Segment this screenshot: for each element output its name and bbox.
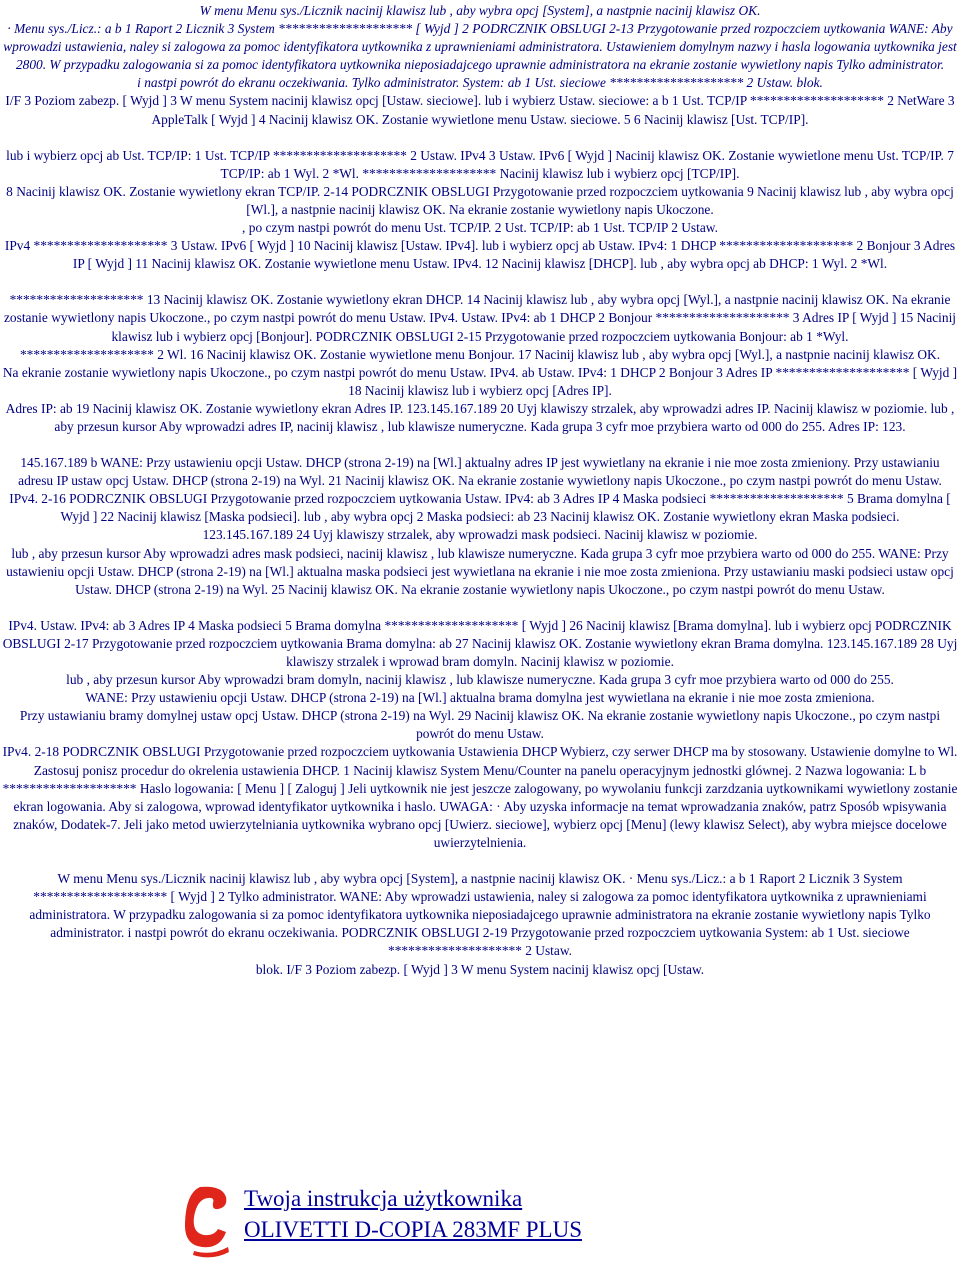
paragraph-5: lub i wybierz opcj ab Ust. TCP/IP: 1 Ust. TCP/IP ******************** 2 Ustaw. IPv4 3 Ustaw. IPv6 [ Wyjd ] Nacinij klawisz OK. Zostanie wywietlone menu Ust. TCP/IP. 7 TCP/IP: ab 1 Wyl. 2 *Wl. ******************** Nacinij klawisz lub i wybierz opcj [TCP/IP].: [6, 147, 954, 181]
paragraph-4: I/F 3 Poziom zabezp. [ Wyjd ] 3 W menu System nacinij klawisz opcj [Ustaw. sieciowe]. lub i wybierz Ustaw. sieciowe: a b 1 Ust. TCP/IP ******************** 2 NetWare 3 AppleTalk [ Wyjd ] 4 Nacinij klawisz OK. Zostanie wywietlone menu Ustaw. sieciowe. 5 6 Nacinij klawisz [Ust. TCP/IP].: [5, 93, 955, 127]
paragraph-8: IPv4 ******************** 3 Ustaw. IPv6 [ Wyjd ] 10 Nacinij klawisz [Ustaw. IPv4]. lub i wybierz opcj ab Ustaw. IPv4: 1 DHCP ******************** 2 Bonjour 3 Adres IP [ Wyjd ] 11 Nacinij klawisz OK. Zostanie wywietlone menu Ustaw. IPv4. 12 Nacinij klawisz [DHCP]. lub , aby wybra opcj ab DHCP: 1 Wyl. 2 *Wl.: [4, 238, 956, 272]
paragraph-18: lub , aby przesun kursor Aby wprowadzi bram domyln, nacinij klawisz , lub klawisze numeryczne. Kada grupa 3 cyfr moe przybiera warto od 000 do 255.: [66, 672, 894, 688]
paragraph-7: , po czym nastpi powrót do menu Ust. TCP/IP. 2 Ust. TCP/IP: ab 1 Ust. TCP/IP 2 Ustaw.: [242, 220, 718, 236]
paragraph-17: IPv4. Ustaw. IPv4: ab 3 Adres IP 4 Maska podsieci 5 Brama domylna ******************** [ Wyjd ] 26 Nacinij klawisz [Brama domylna]. lub i wybierz opcj PODRCZNIK OBSLUGI 2-17 Przygotowanie przed rozpoczciem uytkowania Brama domylna: ab 27 Nacinij klawisz OK. Zostanie wywietlony ekran Brama domylna. 123.145.167.189 28 Uyj klawiszy strzalek i wprowad bram domyln. Nacinij klawisz w poziomie.: [2, 617, 958, 669]
paragraph-11: Na ekranie zostanie wywietlony napis Ukoczone., po czym nastpi powrót do menu Ustaw. IPv4. ab Ustaw. IPv4: 1 DHCP 2 Bonjour 3 Adres IP ******************** [ Wyjd ] 18 Nacinij klawisz lub i wybierz opcj [Adres IP].: [2, 364, 958, 398]
user-manual-link[interactable]: Twoja instrukcja użytkownika: [244, 1186, 523, 1211]
paragraph-13: 145.167.189 b WANE: Przy ustawieniu opcji Ustaw. DHCP (strona 2-19) na [Wl.] aktualny adres IP jest wywietlany na ekranie i nie moe zosta zmieniony. Przy ustawianiu adresu IP ustaw opcj Ustaw. DHCP (strona 2-19) na Wyl. 21 Nacinij klawisz OK. Na ekranie zostanie wywietlony napis Ukoczone., po czym nastpi powrót do menu Ustaw.: [18, 455, 942, 489]
footer: [182, 1183, 582, 1258]
paragraph-1: W menu Menu sys./Licznik nacinij klawisz lub , aby wybra opcj [System], a nastpnie nacinij klawisz OK.: [199, 3, 761, 18]
paragraph-10: ******************** 2 Wl. 16 Nacinij klawisz OK. Zostanie wywietlone menu Bonjour. 17 Nacinij klawisz lub , aby wybra opcj [Wyl.], a nastpnie nacinij klawisz OK.: [19, 346, 941, 362]
paragraph-15: 123.145.167.189 24 Uyj klawiszy strzalek, aby wprowadzi mask podsieci. Nacinij klawisz w poziomie.: [202, 527, 758, 543]
paragraph-23: blok. I/F 3 Poziom zabezp. [ Wyjd ] 3 W menu System nacinij klawisz opcj [Ustaw.: [255, 961, 705, 977]
paragraph-16: lub , aby przesun kursor Aby wprowadzi adres mask podsieci, nacinij klawisz , lub klawisze numeryczne. Kada grupa 3 cyfr moe przybiera warto od 000 do 255. WANE: Przy ustawieniu opcji Ustaw. DHCP (strona 2-19) na [Wl.] aktualna maska podsieci jest wywietlana na ekranie i nie moe zosta zmieniona. Przy ustawianiu maski podsieci ustaw opcj Ustaw. DHCP (strona 2-19) na Wyl. 25 Nacinij klawisz OK. Na ekranie zostanie wywietlony napis Ukoczone., po czym nastpi powrót do menu Ustaw.: [6, 545, 954, 597]
paragraph-20: Przy ustawianiu bramy domylnej ustaw opcj Ustaw. DHCP (strona 2-19) na Wyl. 29 Nacinij klawisz OK. Na ekranie zostanie wywietlony napis Ukoczone., po czym nastpi powrót do menu Ustaw.: [19, 708, 941, 742]
paragraph-22: W menu Menu sys./Licznik nacinij klawisz lub , aby wybra opcj [System], a nastpnie nacinij klawisz OK. · Menu sys./Licz.: a b 1 Raport 2 Licznik 3 System ******************** [ Wyjd ] 2 Tylko administrator. WANE: Aby wprowadzi ustawienia, naley si zalogowa za pomoc identyfikatora uytkownika z uprawnieniami administratora. W przypadku zalogowania si za pomoc identyfikatora uytkownika nieposiadajcego uprawnie administratora na ekranie zostanie wywietlony napis Tylko administrator. i nastpi powrót do ekranu oczekiwania. PODRCZNIK OBSLUGI 2-19 Przygotowanie przed rozpoczciem uytkowania System: ab 1 Ust. sieciowe ******************** 2 Ustaw.: [29, 871, 931, 959]
product-model-link[interactable]: OLIVETTI D-COPIA 283MF PLUS: [244, 1217, 582, 1242]
paragraph-14: IPv4. 2-16 PODRCZNIK OBSLUGI Przygotowanie przed rozpoczciem uytkowania Ustaw. IPv4: ab 3 Adres IP 4 Maska podsieci ******************** 5 Brama domylna [ Wyjd ] 22 Nacinij klawisz [Maska podsieci]. lub , aby wybra opcj 2 Maska podsieci: ab 23 Nacinij klawisz OK. Zostanie wywietlony ekran Maska podsieci.: [9, 491, 951, 525]
paragraph-3: i nastpi powrót do ekranu oczekiwania. Tylko administrator. System: ab 1 Ust. sieciowe ******************** 2 Ustaw. blok.: [137, 75, 823, 91]
paragraph-6: 8 Nacinij klawisz OK. Zostanie wywietlony ekran TCP/IP. 2-14 PODRCZNIK OBSLUGI Przygotowanie przed rozpoczciem uytkowania 9 Nacinij klawisz lub , aby wybra opcj [Wl.], a nastpnie nacinij klawisz OK. Na ekranie zostanie wywietlony napis Ukoczone.: [6, 183, 954, 217]
paragraph-2: · Menu sys./Licz.: a b 1 Raport 2 Licznik 3 System ******************** [ Wyjd ] 2 PODRCZNIK OBSLUGI 2-13 Przygotowanie przed rozpoczciem uytkowania WANE: Aby wprowadzi ustawienia, naley si zalogowa za pomoc identyfikatora uytkownika z uprawnieniami administratora. Ustawieniem domylnym nazwy i hasla logowania uytkownika jest 2800. W przypadku zalogowania si za pomoc identyfikatora uytkownika nieposiadajcego uprawnie administratora na ekranie zostanie wywietlony napis Tylko administrator.: [3, 21, 957, 73]
paragraph-12: Adres IP: ab 19 Nacinij klawisz OK. Zostanie wywietlony ekran Adres IP. 123.145.167.189 20 Uyj klawiszy strzalek, aby wprowadzi adres IP. Nacinij klawisz w poziomie. lub , aby przesun kursor Aby wprowadzi adres IP, nacinij klawisz , lub klawisze numeryczne. Kada grupa 3 cyfr moe przybiera warto od 000 do 255. Adres IP: 123.: [5, 400, 955, 434]
manual-logo-icon: [182, 1183, 232, 1258]
footer-links: [244, 1183, 582, 1245]
paragraph-9: ******************** 13 Nacinij klawisz OK. Zostanie wywietlony ekran DHCP. 14 Nacinij klawisz lub , aby wybra opcj [Wyl.], a nastpnie nacinij klawisz OK. Na ekranie zostanie wywietlony napis Ukoczone., po czym nastpi powrót do menu Ustaw. IPv4. Ustaw. IPv4: ab 1 DHCP 2 Bonjour ******************** 3 Adres IP [ Wyjd ] 15 Nacinij klawisz lub i wybierz opcj [Bonjour]. PODRCZNIK OBSLUGI 2-15 Przygotowanie przed rozpoczciem uytkowania Bonjour: ab 1 *Wyl.: [3, 292, 957, 344]
paragraph-19: WANE: Przy ustawieniu opcji Ustaw. DHCP (strona 2-19) na [Wl.] aktualna brama domylna jest wywietlana na ekranie i nie moe zosta zmieniona.: [85, 690, 875, 706]
paragraph-21: IPv4. 2-18 PODRCZNIK OBSLUGI Przygotowanie przed rozpoczciem uytkowania Ustawienia DHCP Wybierz, czy serwer DHCP ma by stosowany. Ustawienie domylne to Wl. Zastosuj ponisz procedur do okrelenia ustawienia DHCP. 1 Nacinij klawisz System Menu/Counter na panelu operacyjnym jednostki glównej. 2 Nazwa logowania: L b ******************** Haslo logowania: [ Menu ] [ Zaloguj ] Jeli uytkownik nie jest jeszcze zalogowany, po wywolaniu funkcji zarzdzania uytkownikami wywietlony zostanie ekran logowania. Aby si zalogowa, wprowad identyfikator uytkownika i haslo. UWAGA: · Aby uzyska informacje na temat wprowadzania znaków, patrz Sposób wpisywania znaków, Dodatek-7. Jeli jako metod uwierzytelniania uytkownika wybrano opcj [Uwierz. sieciowe], wybierz opcj [Menu] (lewy klawisz Select), aby wybra miejsce docelowe uwierzytelnienia.: [2, 744, 958, 850]
